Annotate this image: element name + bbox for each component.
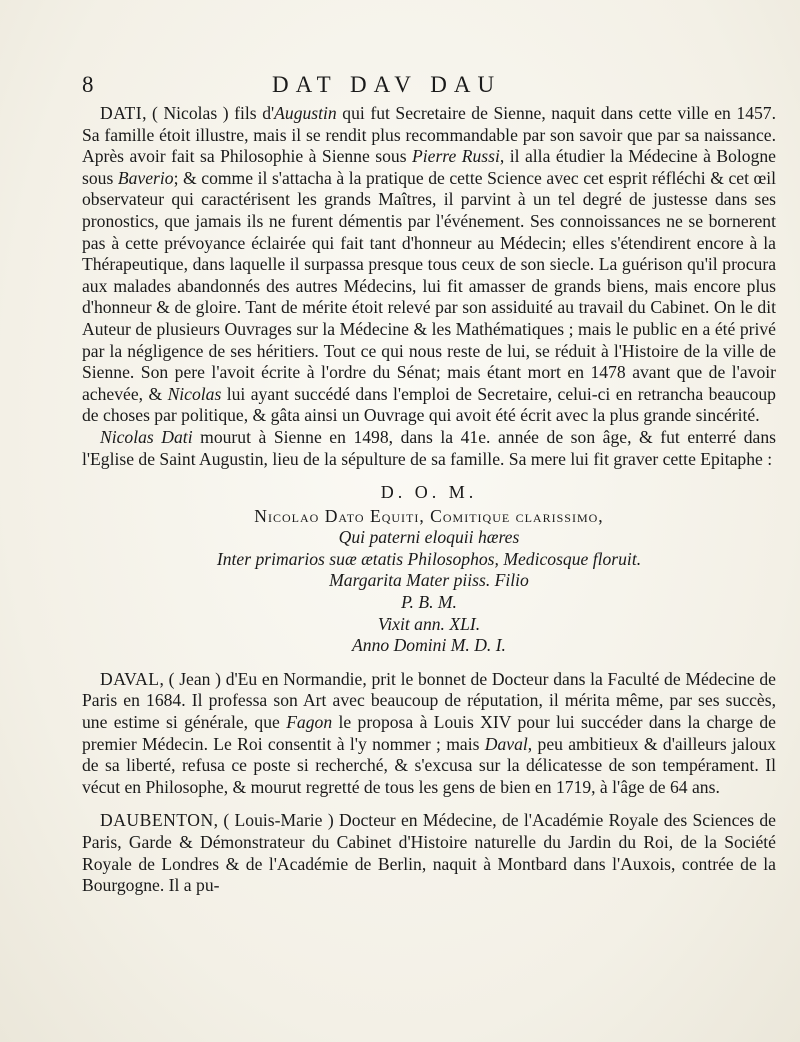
dati-headword: DATI (100, 103, 143, 123)
dati-paragraph-1 (82, 103, 776, 427)
daubenton-headword: DAUBENTON (100, 810, 214, 831)
dati-text: ; & comme il s'attacha à la pratique de cette Science avec cet esprit réfléchi & cet œil observateur qui caractérisent les grands Maîtres, il parvint à un tel degré de justesse dans ses pronostics, que jamais ils ne furent démentis par l'événement. Ses connoissances ne se bornerent pas à cette prévoyance éclairée qui fait tant d'honneur au Médecin; elles s'étendirent encore à la Thérapeutique, dans laquelle il surpassa presque tous ceux de son siecle. La guérison qu'il procura aux malades abandonnés des autres Médecins, lui fit amasser de grands biens, mais encore plus d'honneur & de gloire. Tant de mérite étoit relevé par son assiduité au travail du Cabinet. On le dit Auteur de plusieurs Ouvrages sur la Médecine & les Mathématiques ; mais le public en a été privé par la négligence de ses héritiers. Tout ce qui nous reste de lui, se réduit à l'Histoire de la ville de Sienne. Son pere l'avoit écrite à l'ordre du Sénat; mais étant mort en 1478 avant que de l'avoir achevée, & (82, 167, 777, 404)
epitaph (82, 482, 776, 657)
daval-text: , peu ambitieux & d'ailleurs jaloux de sa liberté, refusa ce poste si recherché, & s'excusa sur la délicatesse de son tempérament. Il vécut en Philosophe, & mourut regretté de tous les gens de bien en 1719, à l'âge de 64 ans. (82, 733, 776, 797)
daval-name-fagon: Fagon (286, 712, 333, 733)
daval-headword: DAVAL (100, 668, 160, 689)
main-text (82, 103, 776, 897)
epitaph-line-3: Qui paterni eloquii hæres (338, 527, 520, 548)
daval-paragraph (82, 669, 776, 799)
daubenton-text: , ( Louis-Marie ) Docteur en Médecine, de l'Académie Royale des Sciences de Paris, Garde & Démonstrateur du Cabinet d'Histoire naturelle du Jardin du Roi, de la Société Royale de Londres & de l'Académie de Berlin, naquit à Montbard dans l'Auxois, contrée de la Bourgogne. Il a pu- (82, 810, 776, 896)
epitaph-line-6: P. B. M. (401, 592, 457, 613)
dati-text: mourut à Sienne en 1498, dans la 41e. année de son âge, & fut enterré dans l'Eglise de Saint Augustin, lieu de la sépulture de sa famille. Sa mere lui fit graver cette Epitaphe : (82, 426, 776, 469)
epitaph-line-7: Vixit ann. XLI. (377, 613, 481, 634)
dati-paragraph-2 (82, 427, 776, 470)
daval-name-daval: Daval (484, 733, 528, 754)
dati-name-augustin: Augustin (274, 103, 337, 123)
epitaph-line-4: Inter primarios suæ ætatis Philosophos, Medicosque floruit. (216, 548, 642, 569)
epitaph-line-1: D. O. M. (380, 482, 478, 503)
daval-text: le proposa à Louis XIV pour lui succéder dans la charge de premier Médecin. Le Roi consentit à l'y nommer ; mais (82, 712, 776, 754)
dati-name-nicolas-dati: Nicolas Dati (100, 426, 193, 447)
dati-text: , il alla étudier la Médecine à Bologne sous (82, 146, 776, 188)
epitaph-line-8: Anno Domini M. D. I. (352, 635, 506, 656)
entry-daval (82, 669, 776, 799)
dati-text: , ( Nicolas ) fils d' (142, 103, 275, 123)
dati-name-russi: Pierre Russi (412, 146, 500, 167)
epitaph-line-2: Nicolao Dato Equiti, Comitique clarissimo, (254, 505, 604, 526)
entry-dati (82, 103, 776, 470)
epitaph-line-5: Margarita Mater piiss. Filio (329, 570, 529, 591)
dati-text: lui ayant succédé dans l'emploi de Secretaire, celui-ci en retrancha beaucoup de choses par politique, & gâta ainsi un Ouvrage qui avoit été écrit avec la plus grande sincérité. (82, 383, 776, 426)
running-head: DAT DAV DAU (272, 72, 502, 97)
daval-text: , ( Jean ) d'Eu en Normandie, prit le bonnet de Docteur dans la Faculté de Médecine de Paris en 1684. Il professa son Art avec beaucoup de réputation, il mérita même, par ses succès, une estime si générale, que (82, 668, 776, 733)
page-number: 8 (82, 72, 94, 97)
dati-name-baverio: Baverio (117, 167, 174, 188)
dati-text: qui fut Secretaire de Sienne, naquit dans cette ville en 1457. Sa famille étoit illustre, mais il se rendit plus recommandable par son savoir que par sa naissance. Après avoir fait sa Philosophie à Sienne sous (82, 103, 776, 167)
daubenton-paragraph (82, 810, 776, 896)
page-header (82, 70, 782, 104)
dati-name-nicolas: Nicolas (167, 383, 222, 404)
entry-daubenton (82, 810, 776, 896)
